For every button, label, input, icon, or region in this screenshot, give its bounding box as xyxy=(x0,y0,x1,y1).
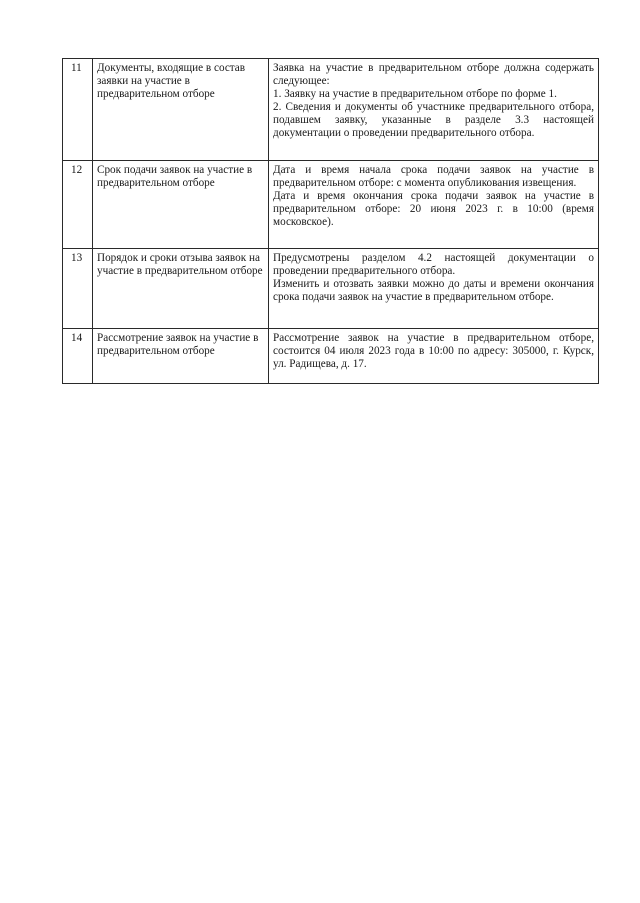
row-number: 14 xyxy=(63,329,93,384)
content-paragraph: Изменить и отозвать заявки можно до даты и времени окончания срока подачи заявок на участие в предварительном отборе. xyxy=(273,278,594,304)
row-content xyxy=(269,329,599,384)
row-content xyxy=(269,161,599,249)
row-content xyxy=(269,59,599,161)
table-row xyxy=(63,329,599,384)
row-label: Срок подачи заявок на участие в предварительном отборе xyxy=(93,161,269,249)
content-paragraph: Заявка на участие в предварительном отборе должна содержать следующее: xyxy=(273,62,594,88)
row-number: 11 xyxy=(63,59,93,161)
procurement-terms-table xyxy=(62,58,599,384)
row-number: 12 xyxy=(63,161,93,249)
row-label: Документы, входящие в состав заявки на участие в предварительном отборе xyxy=(93,59,269,161)
content-paragraph: Предусмотрены разделом 4.2 настоящей документации о проведении предварительного отбора. xyxy=(273,252,594,278)
table-row xyxy=(63,161,599,249)
row-label: Рассмотрение заявок на участие в предварительном отборе xyxy=(93,329,269,384)
row-label: Порядок и сроки отзыва заявок на участие в предварительном отборе xyxy=(93,249,269,329)
table-row xyxy=(63,249,599,329)
content-paragraph: Дата и время окончания срока подачи заявок на участие в предварительном отборе: 20 июня 2023 г. в 10:00 (время московское). xyxy=(273,190,594,229)
content-paragraph: 2. Сведения и документы об участнике предварительного отбора, подавшем заявку, указанные в разделе 3.3 настоящей документации о проведении предварительного отбора. xyxy=(273,101,594,140)
content-paragraph: Дата и время начала срока подачи заявок на участие в предварительном отборе: с момента опубликования извещения. xyxy=(273,164,594,190)
row-content xyxy=(269,249,599,329)
content-paragraph: Рассмотрение заявок на участие в предварительном отборе, состоится 04 июля 2023 года в 10:00 по адресу: 305000, г. Курск, ул. Радищева, д. 17. xyxy=(273,332,594,371)
table-row xyxy=(63,59,599,161)
content-paragraph: 1. Заявку на участие в предварительном отборе по форме 1. xyxy=(273,88,557,101)
row-number: 13 xyxy=(63,249,93,329)
